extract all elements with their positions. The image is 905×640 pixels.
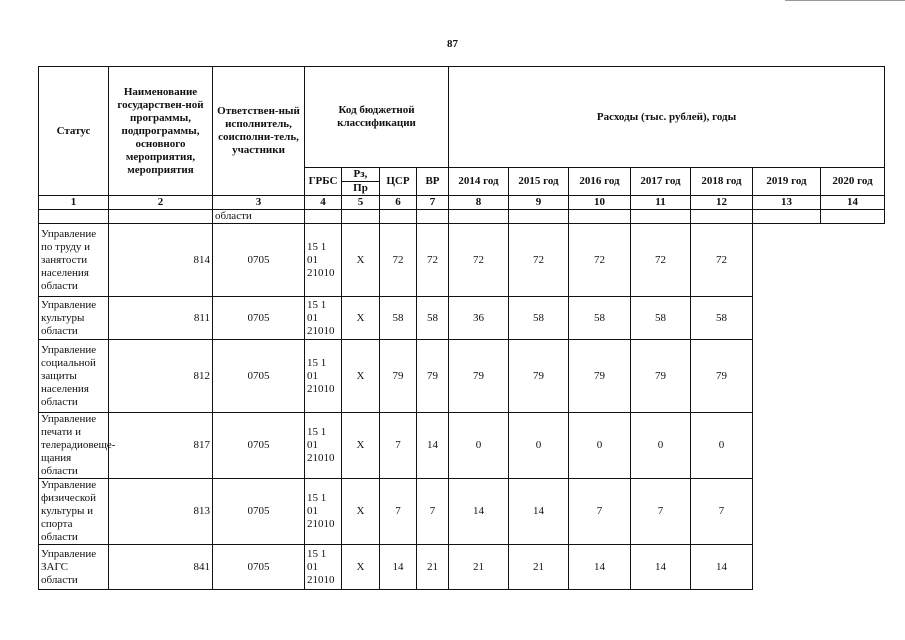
vr-code: Х — [342, 224, 380, 297]
carry-over-text: области — [213, 210, 305, 224]
page-number: 87 — [447, 38, 458, 50]
grbs-code: 817 — [109, 413, 213, 479]
col-number: 10 — [569, 196, 631, 210]
expense-value: 0 — [631, 413, 691, 479]
csr-code — [305, 297, 342, 340]
col-number: 3 — [213, 196, 305, 210]
csr-part: 15 1 — [307, 298, 327, 311]
expense-value: 7 — [691, 479, 753, 545]
expense-value: 72 — [380, 224, 417, 297]
header-csr: ЦСР — [380, 168, 417, 196]
csr-part: 21010 — [307, 324, 335, 337]
grbs-code: 811 — [109, 297, 213, 340]
col-number: 12 — [691, 196, 753, 210]
header-status: Статус — [39, 67, 109, 196]
csr-code — [305, 545, 342, 590]
csr-part: 21010 — [307, 518, 335, 530]
expense-value: 79 — [417, 340, 449, 413]
csr-part: 15 1 — [307, 492, 327, 504]
csr-part: 21010 — [307, 266, 335, 279]
rzpr-code: 0705 — [213, 413, 305, 479]
program-name-cell — [109, 210, 213, 224]
budget-table — [38, 66, 885, 590]
header-year: 2020 год — [821, 168, 885, 196]
carry-over-row — [39, 210, 885, 224]
expense-value: 36 — [449, 297, 509, 340]
csr-part: 01 — [307, 253, 318, 266]
executor-name: Управление физической культуры и спорта области — [39, 479, 109, 545]
vr-code: Х — [342, 297, 380, 340]
table-row — [39, 413, 885, 479]
header-rzpr — [342, 168, 380, 196]
table-row — [39, 545, 885, 590]
column-number-row — [39, 196, 885, 210]
rzpr-code: 0705 — [213, 340, 305, 413]
status-cell — [39, 210, 109, 224]
rzpr-code: 0705 — [213, 224, 305, 297]
expense-value: 7 — [569, 479, 631, 545]
csr-code — [305, 413, 342, 479]
header-rz: Рз, — [342, 168, 379, 182]
csr-part: 15 1 — [307, 426, 327, 438]
grbs-code: 812 — [109, 340, 213, 413]
csr-code — [305, 224, 342, 297]
expense-value: 72 — [509, 224, 569, 297]
grbs-code: 841 — [109, 545, 213, 590]
header-year: 2016 год — [569, 168, 631, 196]
table-row — [39, 224, 885, 297]
expense-value: 14 — [417, 413, 449, 479]
expense-value: 0 — [691, 413, 753, 479]
col-number: 13 — [753, 196, 821, 210]
header-executor: Ответствен-ный исполнитель, соисполни-тель, участники — [213, 67, 305, 196]
expense-value: 58 — [569, 297, 631, 340]
vr-code: Х — [342, 545, 380, 590]
expense-value: 72 — [691, 224, 753, 297]
header-vr: ВР — [417, 168, 449, 196]
csr-part: 01 — [307, 311, 318, 324]
expense-value: 72 — [449, 224, 509, 297]
executor-name: Управление по труду и занятости населения области — [39, 224, 109, 297]
col-number: 14 — [821, 196, 885, 210]
expense-value: 58 — [691, 297, 753, 340]
vr-code: Х — [342, 413, 380, 479]
table-row — [39, 297, 885, 340]
grbs-code: 813 — [109, 479, 213, 545]
scan-edge-line — [785, 0, 905, 1]
col-number: 5 — [342, 196, 380, 210]
csr-part: 01 — [307, 560, 318, 573]
expense-value: 7 — [380, 413, 417, 479]
expense-value: 58 — [631, 297, 691, 340]
expense-value: 14 — [509, 479, 569, 545]
header-expenses: Расходы (тыс. рублей), годы — [449, 67, 885, 168]
expense-value: 79 — [380, 340, 417, 413]
expense-value: 7 — [380, 479, 417, 545]
expense-value: 14 — [569, 545, 631, 590]
grbs-code: 814 — [109, 224, 213, 297]
expense-value: 7 — [417, 479, 449, 545]
csr-code — [305, 479, 342, 545]
expense-value: 21 — [417, 545, 449, 590]
csr-part: 01 — [307, 439, 318, 451]
col-number: 6 — [380, 196, 417, 210]
expense-value: 58 — [417, 297, 449, 340]
csr-part: 01 — [307, 369, 318, 382]
vr-code: Х — [342, 479, 380, 545]
expense-value: 79 — [691, 340, 753, 413]
col-number: 4 — [305, 196, 342, 210]
rzpr-code: 0705 — [213, 297, 305, 340]
expense-value: 0 — [509, 413, 569, 479]
expense-value: 72 — [569, 224, 631, 297]
csr-part: 15 1 — [307, 356, 327, 369]
expense-value: 58 — [509, 297, 569, 340]
expense-value: 14 — [631, 545, 691, 590]
expense-value: 21 — [449, 545, 509, 590]
header-year: 2015 год — [509, 168, 569, 196]
expense-value: 14 — [380, 545, 417, 590]
expense-value: 21 — [509, 545, 569, 590]
col-number: 2 — [109, 196, 213, 210]
executor-name: Управление культуры области — [39, 297, 109, 340]
expense-value: 79 — [631, 340, 691, 413]
executor-name: Управление печати и телерадиовеще-щания области — [39, 413, 109, 479]
rzpr-code: 0705 — [213, 479, 305, 545]
expense-value: 7 — [631, 479, 691, 545]
table-row — [39, 479, 885, 545]
header-year: 2018 год — [691, 168, 753, 196]
executor-name: Управление ЗАГС области — [39, 545, 109, 590]
header-pr: Пр — [353, 182, 368, 194]
expense-value: 0 — [449, 413, 509, 479]
csr-part: 21010 — [307, 382, 335, 395]
header-budget-code: Код бюджетной классификации — [305, 67, 449, 168]
header-year: 2019 год — [753, 168, 821, 196]
expense-value: 72 — [417, 224, 449, 297]
expense-value: 79 — [509, 340, 569, 413]
header-name: Наименование государствен-ной программы, подпрограммы, основного мероприятия, мероприятия — [109, 67, 213, 196]
executor-name: Управление социальной защиты населения области — [39, 340, 109, 413]
expense-value: 14 — [691, 545, 753, 590]
expense-value: 79 — [449, 340, 509, 413]
col-number: 9 — [509, 196, 569, 210]
csr-part: 21010 — [307, 573, 335, 586]
header-year: 2017 год — [631, 168, 691, 196]
header-year: 2014 год — [449, 168, 509, 196]
expense-value: 14 — [449, 479, 509, 545]
csr-part: 15 1 — [307, 547, 327, 560]
expense-value: 79 — [569, 340, 631, 413]
expense-value: 58 — [380, 297, 417, 340]
rzpr-code: 0705 — [213, 545, 305, 590]
csr-code — [305, 340, 342, 413]
expense-value: 0 — [569, 413, 631, 479]
col-number: 11 — [631, 196, 691, 210]
csr-part: 21010 — [307, 452, 335, 464]
csr-part: 01 — [307, 505, 318, 517]
col-number: 1 — [39, 196, 109, 210]
header-grbs: ГРБС — [305, 168, 342, 196]
table-row — [39, 340, 885, 413]
csr-part: 15 1 — [307, 240, 327, 253]
col-number: 8 — [449, 196, 509, 210]
expense-value: 72 — [631, 224, 691, 297]
col-number: 7 — [417, 196, 449, 210]
vr-code: Х — [342, 340, 380, 413]
